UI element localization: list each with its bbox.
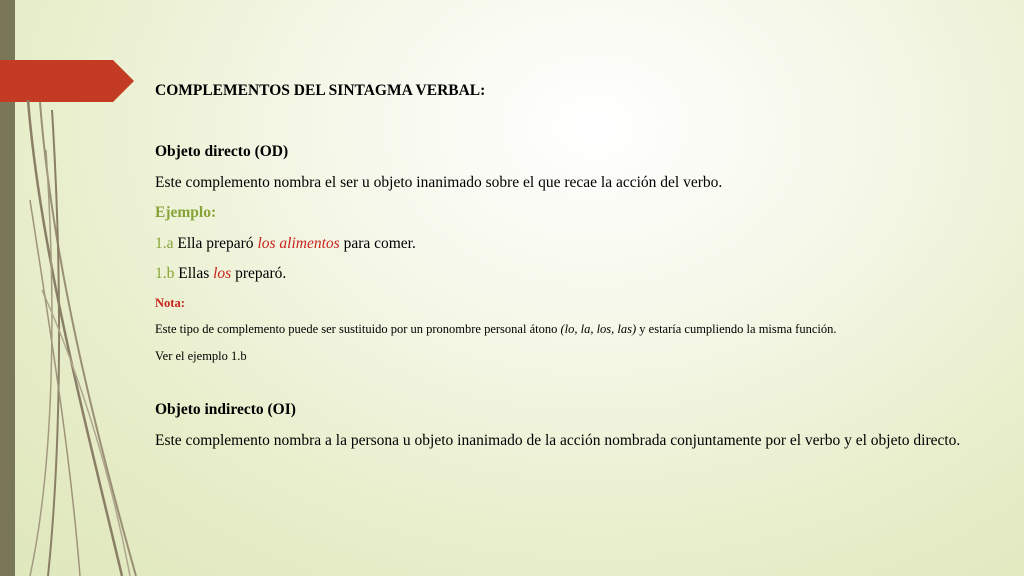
example-1b-text-post: preparó. bbox=[231, 265, 287, 282]
od-definition: Este complemento nombra el ser u objeto inanimado sobre el que recae la acción del verbo. bbox=[155, 173, 723, 191]
example-1a-number: 1.a bbox=[155, 234, 174, 252]
decorative-arrow bbox=[0, 60, 134, 102]
note-label: Nota: bbox=[155, 295, 185, 310]
note-text bbox=[155, 316, 995, 343]
example-1a-text-pre: Ella preparó bbox=[173, 234, 258, 252]
decorative-curve bbox=[48, 110, 59, 576]
example-1a-text-post: para comer. bbox=[339, 234, 416, 252]
oi-title: Objeto indirecto (OI) bbox=[155, 401, 296, 418]
example-1b-highlight: los bbox=[213, 265, 232, 282]
example-1b-text-pre: Ellas bbox=[174, 265, 214, 282]
decorative-curve bbox=[30, 200, 80, 576]
example-1b-number: 1.b bbox=[155, 265, 175, 282]
example-1a bbox=[155, 229, 995, 260]
note-text-pre: Este tipo de complemento puede ser sustituido por un pronombre personal átono bbox=[155, 322, 561, 336]
slide-content bbox=[155, 76, 995, 456]
od-title: Objeto directo (OD) bbox=[155, 143, 289, 160]
decorative-curve bbox=[42, 290, 130, 576]
decorative-curve bbox=[30, 150, 52, 576]
note-text-post: y estaría cumpliendo la misma función. bbox=[636, 322, 837, 336]
example-label: Ejemplo: bbox=[155, 204, 217, 221]
oi-definition: Este complemento nombra a la persona u objeto inanimado de la acción nombrada conjuntamente por el verbo y el objeto directo. bbox=[155, 431, 961, 449]
example-1a-highlight: los alimentos bbox=[257, 234, 340, 252]
slide-heading: COMPLEMENTOS DEL SINTAGMA VERBAL: bbox=[155, 82, 486, 99]
note-reference: Ver el ejemplo 1.b bbox=[155, 348, 247, 363]
example-1b bbox=[155, 259, 995, 290]
note-pronouns: (lo, la, los, las) bbox=[560, 322, 637, 336]
